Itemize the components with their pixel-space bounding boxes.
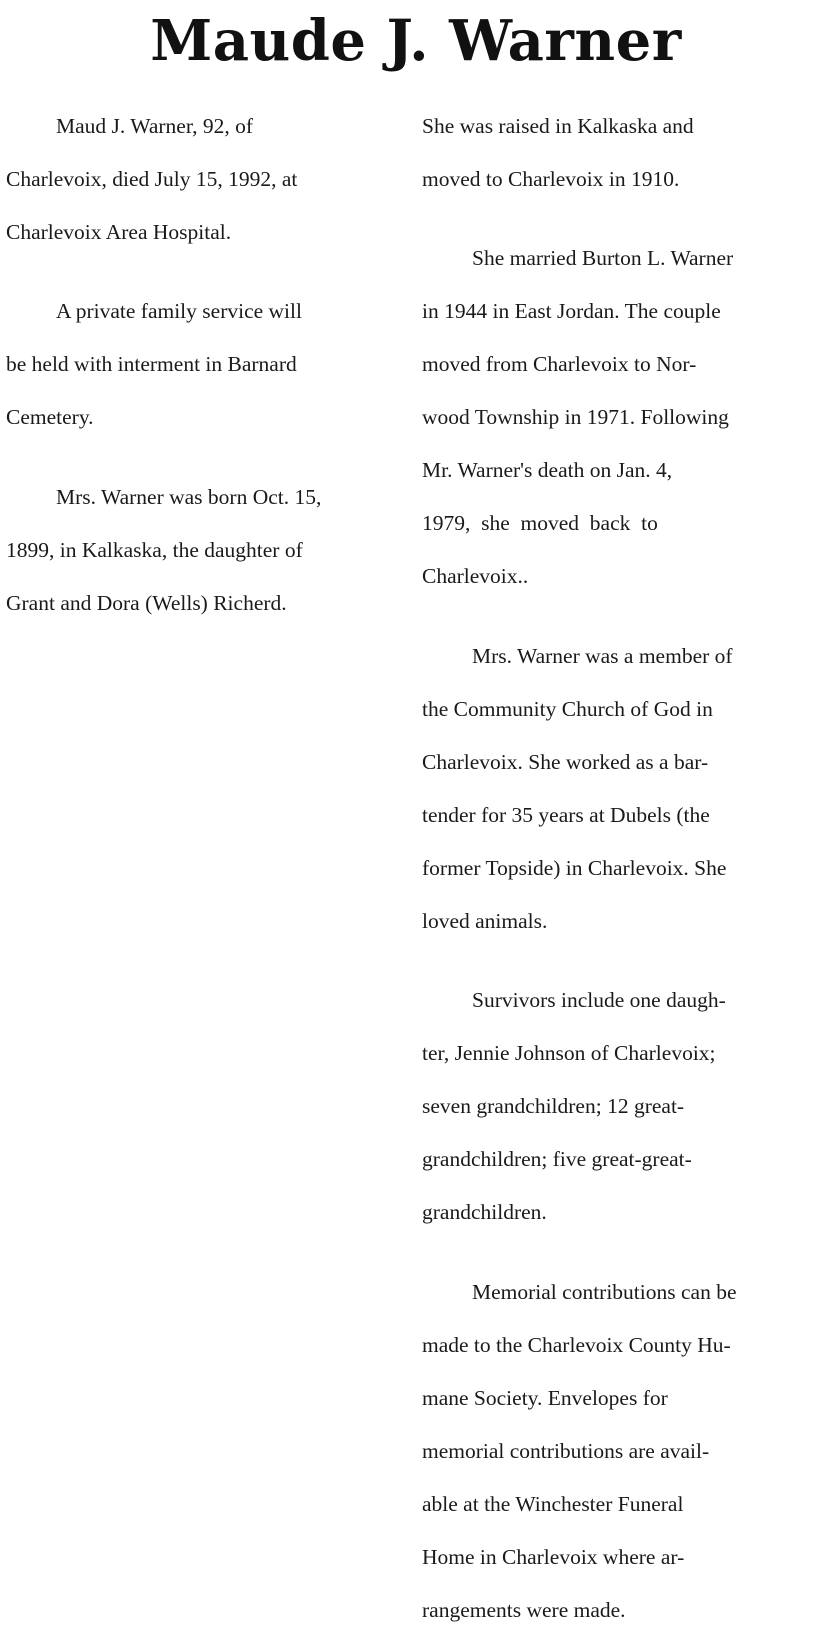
text-line: Memorial contributions can be [472, 1279, 737, 1304]
paragraph [6, 457, 390, 643]
text-line: Mr. Warner's death on Jan. 4, [422, 458, 673, 482]
text-line: in 1944 in East Jordan. The couple [422, 299, 721, 323]
text-line: She was raised in Kalkaska and [422, 113, 694, 138]
paragraph [6, 86, 390, 272]
paragraph [422, 86, 802, 219]
paragraph [422, 1252, 802, 1650]
text-line: rangements were made. [422, 1597, 626, 1622]
text-line: moved from Charlevoix to Nor- [422, 352, 697, 376]
text-line: Cemetery. [6, 405, 94, 429]
text-line: Charlevoix, died July 15, 1992, at [6, 166, 298, 191]
text-line: loved animals. [422, 908, 548, 933]
text-line: be held with interment in Barnard [6, 352, 297, 376]
text-line: grandchildren; five great-great- [422, 1147, 692, 1171]
text-line: mane Society. Envelopes for [422, 1385, 668, 1410]
text-line: Survivors include one daugh- [472, 988, 726, 1012]
text-line: Mrs. Warner was a member of [472, 643, 733, 668]
paragraph [422, 961, 802, 1253]
text-line: ter, Jennie Johnson of Charlevoix; [422, 1041, 716, 1065]
text-line: able at the Winchester Funeral [422, 1491, 684, 1516]
text-line: Charlevoix Area Hospital. [6, 219, 232, 244]
text-line: tender for 35 years at Dubels (the [422, 802, 710, 827]
paragraph [422, 219, 802, 617]
headline: Maude J. Warner [150, 8, 682, 74]
text-line: 1979, she moved back to [422, 511, 658, 535]
text-line: former Topside) in Charlevoix. She [422, 855, 727, 880]
text-line: grandchildren. [422, 1200, 547, 1224]
text-line: Grant and Dora (Wells) Richerd. [6, 590, 287, 615]
text-line: She married Burton L. Warner [472, 246, 734, 270]
paragraph [6, 272, 390, 458]
text-line: Charlevoix.. [422, 564, 529, 588]
text-line: Mrs. Warner was born Oct. 15, [56, 484, 322, 509]
paragraph [422, 616, 802, 961]
right-column [422, 86, 802, 1650]
text-line: 1899, in Kalkaska, the daughter of [6, 537, 303, 562]
text-line: Charlevoix. She worked as a bar- [422, 749, 709, 774]
text-line: made to the Charlevoix County Hu- [422, 1332, 731, 1357]
text-line: moved to Charlevoix in 1910. [422, 166, 680, 191]
text-line: A private family service will [56, 299, 302, 323]
text-line: wood Township in 1971. Following [422, 405, 729, 429]
text-line: memorial contributions are avail- [422, 1438, 710, 1463]
text-line: Home in Charlevoix where ar- [422, 1544, 685, 1569]
text-line: Maud J. Warner, 92, of [56, 113, 254, 138]
left-column [6, 86, 390, 643]
text-line: seven grandchildren; 12 great- [422, 1094, 685, 1118]
text-line: the Community Church of God in [422, 696, 713, 721]
